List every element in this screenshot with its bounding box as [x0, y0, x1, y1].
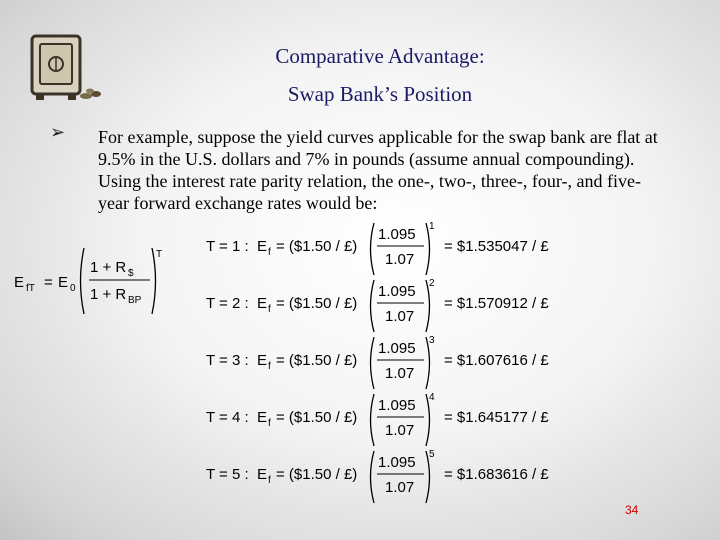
row-exponent: 1	[429, 221, 435, 232]
row-spot-rate: = ($1.50 / £)	[276, 238, 358, 255]
forward-rate-row	[206, 221, 549, 275]
row-period: T = 2 :	[206, 295, 249, 312]
row-denominator: 1.07	[385, 365, 415, 382]
page-number: 34	[625, 503, 639, 517]
row-numerator: 1.095	[378, 283, 416, 300]
row-ef: E	[257, 409, 268, 426]
gf-lhs-sub: fT	[26, 283, 35, 294]
row-denominator: 1.07	[385, 479, 415, 496]
row-result: = $1.607616 / £	[444, 352, 549, 369]
row-spot-rate: = ($1.50 / £)	[276, 409, 358, 426]
row-left-paren	[371, 394, 375, 446]
row-left-paren	[371, 223, 375, 275]
row-ef-sub: f	[268, 418, 271, 429]
slide-title-line1: Comparative Advantage:	[275, 44, 485, 68]
gf-e0: E	[58, 274, 69, 291]
forward-rate-row	[206, 335, 549, 389]
row-spot-rate: = ($1.50 / £)	[276, 295, 358, 312]
row-ef-sub: f	[268, 247, 271, 258]
gf-num: 1 + R	[90, 259, 127, 276]
row-numerator: 1.095	[378, 454, 416, 471]
forward-rate-row	[206, 449, 549, 503]
row-ef-sub: f	[268, 361, 271, 372]
general-formula	[14, 248, 162, 314]
row-exponent: 3	[429, 335, 435, 346]
gf-den-sub: BP	[128, 295, 142, 306]
row-period: T = 5 :	[206, 466, 249, 483]
slide-title-line2: Swap Bank’s Position	[287, 82, 473, 106]
row-numerator: 1.095	[378, 340, 416, 357]
row-left-paren	[371, 280, 375, 332]
row-left-paren	[371, 451, 375, 503]
body-paragraph: For example, suppose the yield curves applicable for the swap bank are flat at 9.5% in the U.S. dollars and 7% in pounds (assume annual compounding). Using the interest rate parity relation, the one-, two-, three-, four-, and five-year forward exchange rates would be:	[98, 127, 658, 213]
row-left-paren	[371, 337, 375, 389]
gf-right-paren	[152, 248, 156, 314]
gf-den: 1 + R	[90, 286, 127, 303]
gf-eq: =	[44, 274, 53, 291]
row-ef: E	[257, 352, 268, 369]
row-ef: E	[257, 238, 268, 255]
forward-rate-row	[206, 278, 549, 332]
arrow-bullet-icon: ➢	[50, 122, 66, 143]
gf-e0-sub: 0	[70, 283, 76, 294]
row-spot-rate: = ($1.50 / £)	[276, 466, 358, 483]
row-result: = $1.645177 / £	[444, 409, 549, 426]
gf-exp: T	[156, 249, 163, 260]
row-denominator: 1.07	[385, 308, 415, 325]
row-denominator: 1.07	[385, 251, 415, 268]
row-period: T = 4 :	[206, 409, 249, 426]
gf-num-sub: $	[128, 268, 134, 279]
gf-lhs: E	[14, 274, 25, 291]
row-denominator: 1.07	[385, 422, 415, 439]
row-spot-rate: = ($1.50 / £)	[276, 352, 358, 369]
forward-rate-rows	[206, 221, 549, 503]
row-exponent: 5	[429, 449, 435, 460]
row-period: T = 1 :	[206, 238, 249, 255]
row-numerator: 1.095	[378, 226, 416, 243]
row-numerator: 1.095	[378, 397, 416, 414]
row-ef: E	[257, 466, 268, 483]
row-result: = $1.570912 / £	[444, 295, 549, 312]
row-exponent: 2	[429, 278, 435, 289]
row-result: = $1.683616 / £	[444, 466, 549, 483]
row-ef-sub: f	[268, 304, 271, 315]
row-ef: E	[257, 295, 268, 312]
gf-left-paren	[81, 248, 85, 314]
row-exponent: 4	[429, 392, 435, 403]
row-ef-sub: f	[268, 475, 271, 486]
forward-rate-row	[206, 392, 549, 446]
row-result: = $1.535047 / £	[444, 238, 549, 255]
row-period: T = 3 :	[206, 352, 249, 369]
